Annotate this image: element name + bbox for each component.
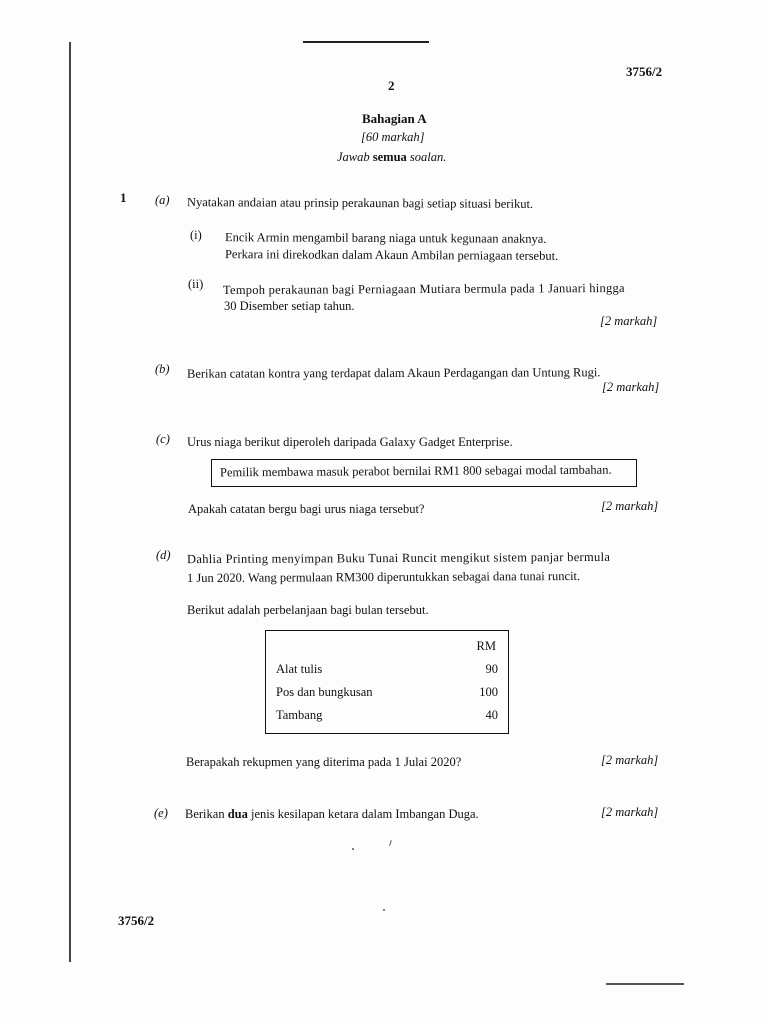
part-d-line2: 1 Jun 2020. Wang permulaan RM300 diperuntukkan sebagai dana tunai runcit.: [186, 568, 581, 586]
question-number: 1: [120, 190, 127, 205]
part-c-question: Apakah catatan bergu bagi urus niaga tersebut?: [188, 502, 425, 516]
part-d-intro: Berikut adalah perbelanjaan bagi bulan tersebut.: [187, 603, 429, 617]
part-b-text: Berikan catatan kontra yang terdapat dalam Akaun Perdagangan dan Untung Rugi.: [186, 365, 601, 381]
part-e-marks: [2 markah]: [601, 805, 659, 819]
expense-amount: 100: [479, 685, 498, 699]
scan-speck: [389, 840, 392, 846]
part-a-ii-line1: Tempoh perakaunan bagi Perniagaan Mutiara bermula pada 1 Januari hingga: [222, 280, 625, 298]
scan-speck: [352, 848, 354, 850]
part-a-ii-line2: 30 Disember setiap tahun.: [224, 299, 355, 313]
part-c-marks: [2 markah]: [601, 499, 659, 513]
top-header-line: [303, 41, 429, 43]
part-c-boxed-text: Pemilik membawa masuk perabot bernilai RM1 800 sebagai modal tambahan.: [219, 462, 612, 480]
instruction-bold: semua: [372, 150, 407, 164]
section-instruction: [337, 150, 446, 165]
part-d-marks: [2 markah]: [601, 753, 659, 767]
part-d-line1: Dahlia Printing menyimpan Buku Tunai Runcit mengikut sistem panjar bermula: [186, 549, 611, 567]
part-e-label: (e): [154, 806, 168, 820]
left-margin-line: [69, 42, 71, 962]
instruction-pre: Jawab: [337, 150, 373, 164]
currency-header: RM: [476, 639, 496, 653]
part-e-text-post: jenis kesilapan ketara dalam Imbangan Duga.: [247, 807, 479, 821]
part-b-label: (b): [155, 362, 170, 376]
scan-speck: [383, 909, 385, 911]
part-d-label: (d): [156, 548, 171, 562]
part-d-question: Berapakah rekupmen yang diterima pada 1 Julai 2020?: [186, 755, 462, 769]
part-a-text: Nyatakan andaian atau prinsip perakaunan bagi setiap situasi berikut.: [186, 195, 534, 211]
part-e-text-pre: Berikan: [185, 807, 228, 821]
part-c-boxed-transaction: [211, 459, 637, 487]
part-a-i-line1: Encik Armin mengambil barang niaga untuk kegunaan anaknya.: [224, 230, 547, 246]
expense-table: [265, 630, 509, 734]
part-e-text-bold: dua: [227, 807, 248, 821]
bottom-right-line: [606, 983, 684, 985]
paper-code-header: 3756/2: [626, 64, 663, 79]
expense-item: Tambang: [276, 708, 323, 722]
part-a-ii-label: (ii): [188, 277, 204, 291]
page-number: 2: [388, 78, 395, 93]
part-a-label: (a): [155, 193, 170, 207]
part-c-label: (c): [156, 432, 170, 446]
expense-item: Pos dan bungkusan: [276, 685, 373, 699]
part-a-marks: [2 markah]: [600, 314, 658, 328]
part-a-i-label: (i): [190, 228, 202, 242]
section-marks: [60 markah]: [361, 130, 425, 144]
part-a-i-line2: Perkara ini direkodkan dalam Akaun Ambilan perniagaan tersebut.: [224, 247, 559, 263]
expense-amount: 40: [485, 708, 498, 722]
expense-item: Alat tulis: [276, 662, 323, 676]
instruction-post: soalan.: [406, 150, 447, 164]
part-b-marks: [2 markah]: [602, 380, 660, 394]
section-title: Bahagian A: [362, 111, 427, 126]
expense-amount: 90: [485, 662, 498, 676]
part-e-text: [185, 807, 479, 822]
paper-code-footer: 3756/2: [118, 913, 155, 928]
part-c-text: Urus niaga berikut diperoleh daripada Galaxy Gadget Enterprise.: [187, 435, 513, 449]
